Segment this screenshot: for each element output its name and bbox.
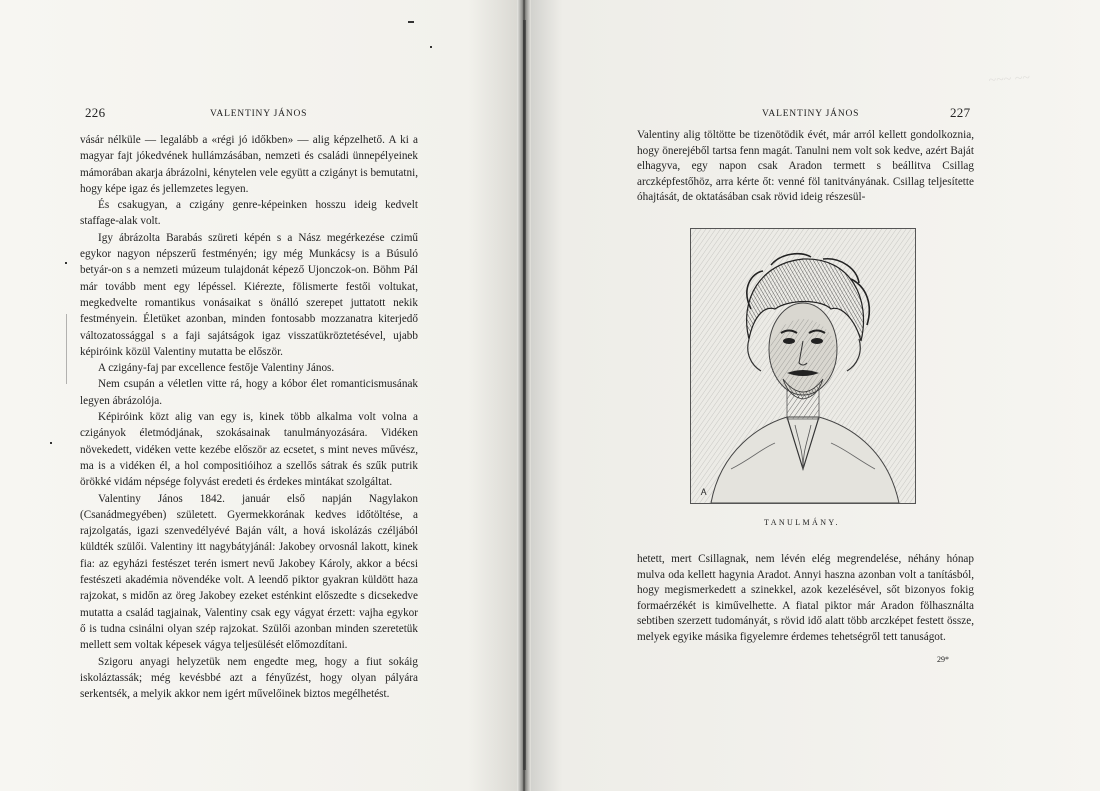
scan-speck [430, 46, 432, 48]
portrait-sketch [691, 229, 915, 503]
paragraph: Valentiny alig töltötte be tizenötödik évét, már arról kellett gondolkoznia, hogy önerejéből tartsa fenn magát. Tanulni nem volt sok kedve, azért Baját elhagyva, egy napon csak Aradon termett s beállitva Csillag arczképfestőhöz, arra kérte őt: venné föl tanitványának. Csillag teljesítette óhajtását, de oktatásában csak rövid ideig részesül- [637, 129, 974, 204]
paragraph: vásár nélküle — legalább a «régi jó időkben» — alig képzelhető. A ki a magyar fajt jókedvének hullámzásában, nemzeti és családi ünnepélyeinek mámorában akarja ábrázolni, kénytelen vele együtt a czigányt is bemutatni, hogy képe igaz és jellemzetes legyen. [80, 134, 418, 195]
right-running-head [762, 107, 859, 119]
paragraph: Képiróink közt alig van egy is, kinek több alkalma volt volna a czigányok életmódjának, szokásainak tanulmányozására. Vidéken növekedett, vidéken vette kezébe először az ecsetet, s mint neves művész, ma is a vidéken él, a hol compositióihoz a szellős sátrak és szűk putrik örökké vidám népsége folyvást eredeti és érdekes mintákat szolgáltat. [80, 411, 418, 489]
left-page-body [80, 132, 418, 702]
running-head: VALENTINY JÁNOS [762, 109, 860, 119]
paragraph: Szigoru anyagi helyzetük nem engedte meg, hogy a fiut sokáig iskoláztassák; még kevésbbé azt a fényűzést, hogy olyan pályára serkentsék, a melyik akkor nem igért művelőinek biztos megélhetést. [80, 655, 418, 701]
paragraph: hetett, mert Csillagnak, nem lévén elég megrendelése, néhány hónap mulva oda kellett hagynia Aradot. Annyi haszna azonban volt a tanításból, hogy megismerkedett a szinekkel, azok kezelésével, sőt bizonyos fokig formaérzékét is kiművelhette. A fiatal piktor már Aradon fölhasználta sebtiben szerzett tudományát, s rövid idő alatt több arczképet festett össze, melyek egyike másika figyelemre érdemes tehetségről tett tanuságot. [637, 553, 974, 643]
right-page-body-bottom [637, 552, 974, 646]
right-page-body-top [637, 128, 974, 206]
gutter-shadow [523, 20, 526, 770]
figure-caption: TANULMÁNY. [764, 518, 840, 527]
scan-speck [66, 314, 67, 384]
page-number: 226 [85, 105, 106, 120]
paragraph: Nem csupán a véletlen vitte rá, hogy a kóbor élet romanticismusának legyen ábrázolója. [80, 378, 418, 407]
paragraph: A czigány-faj par excellence festője Valentiny János. [98, 362, 335, 375]
scan-speck [50, 442, 52, 444]
portrait-illustration [690, 228, 916, 504]
scan-speck [408, 21, 414, 23]
running-head: VALENTINY JÁNOS [210, 109, 308, 119]
left-page-number [85, 105, 105, 121]
bleed-through-text: ~~~ ~~ [988, 70, 1031, 89]
paragraph: És csakugyan, a czigány genre-képeinken hosszu ideig kedvelt staffage-alak volt. [80, 199, 418, 228]
paragraph: Valentiny János 1842. január első napján Nagylakon (Csanádmegyében) született. Gyermekkorának kedves időtöltése, a rajzolgatás, igazi szenvedélyévé Baján vált, a hová iskolázás czéljából küldték szülői. Valentiny itt nagybátyjánál: Jakobey orvosnál lakott, kinek fia: az egyházi festészet terén ismert nevű Jakobey Károly, akkor a bécsi festészeti akadémia növendéke volt. A leendő piktor gyakran küldött haza rajzokat, s midőn az öreg Jakobey ezeket esténkint előszedte s dicsekedve mutatta a család tagjainak, Valentiny csak egy vágyat érzett: vajha egykor ő is tudna csinálni olyan szép rajzokat. Szülői azonban minden szeretetük mellett sem voltak képesek vágya teljesülését előmozdítani. [80, 492, 418, 652]
right-page-number [950, 105, 970, 121]
signature-mark: 29* [937, 655, 949, 664]
left-running-head [210, 107, 307, 119]
svg-text:Ꭺ: Ꭺ [701, 488, 708, 498]
paragraph: Igy ábrázolta Barabás szüreti képén s a Nász megérkezése czimű egykor nagyon népszerű festményén; igy még Munkácsy is a Búsuló betyár-on s a nemzeti múzeum tulajdonát képező Ujonczok-on. Böhm Pál már tovább ment egy lépéssel. Kiérezte, fölismerte festői voltukat, megkedvelte romantikus vonásaikat s önálló szerepet juttatott nekik festményein. Életüket azonban, minden fontosabb mozzanatra kiterjedő változatossággal s a faji sajátságok igaz visszatükröztetésével, ujabb képiróink közül Valentiny mutatta be először. [80, 231, 418, 358]
page-number: 227 [950, 105, 971, 120]
scan-speck [65, 262, 67, 264]
